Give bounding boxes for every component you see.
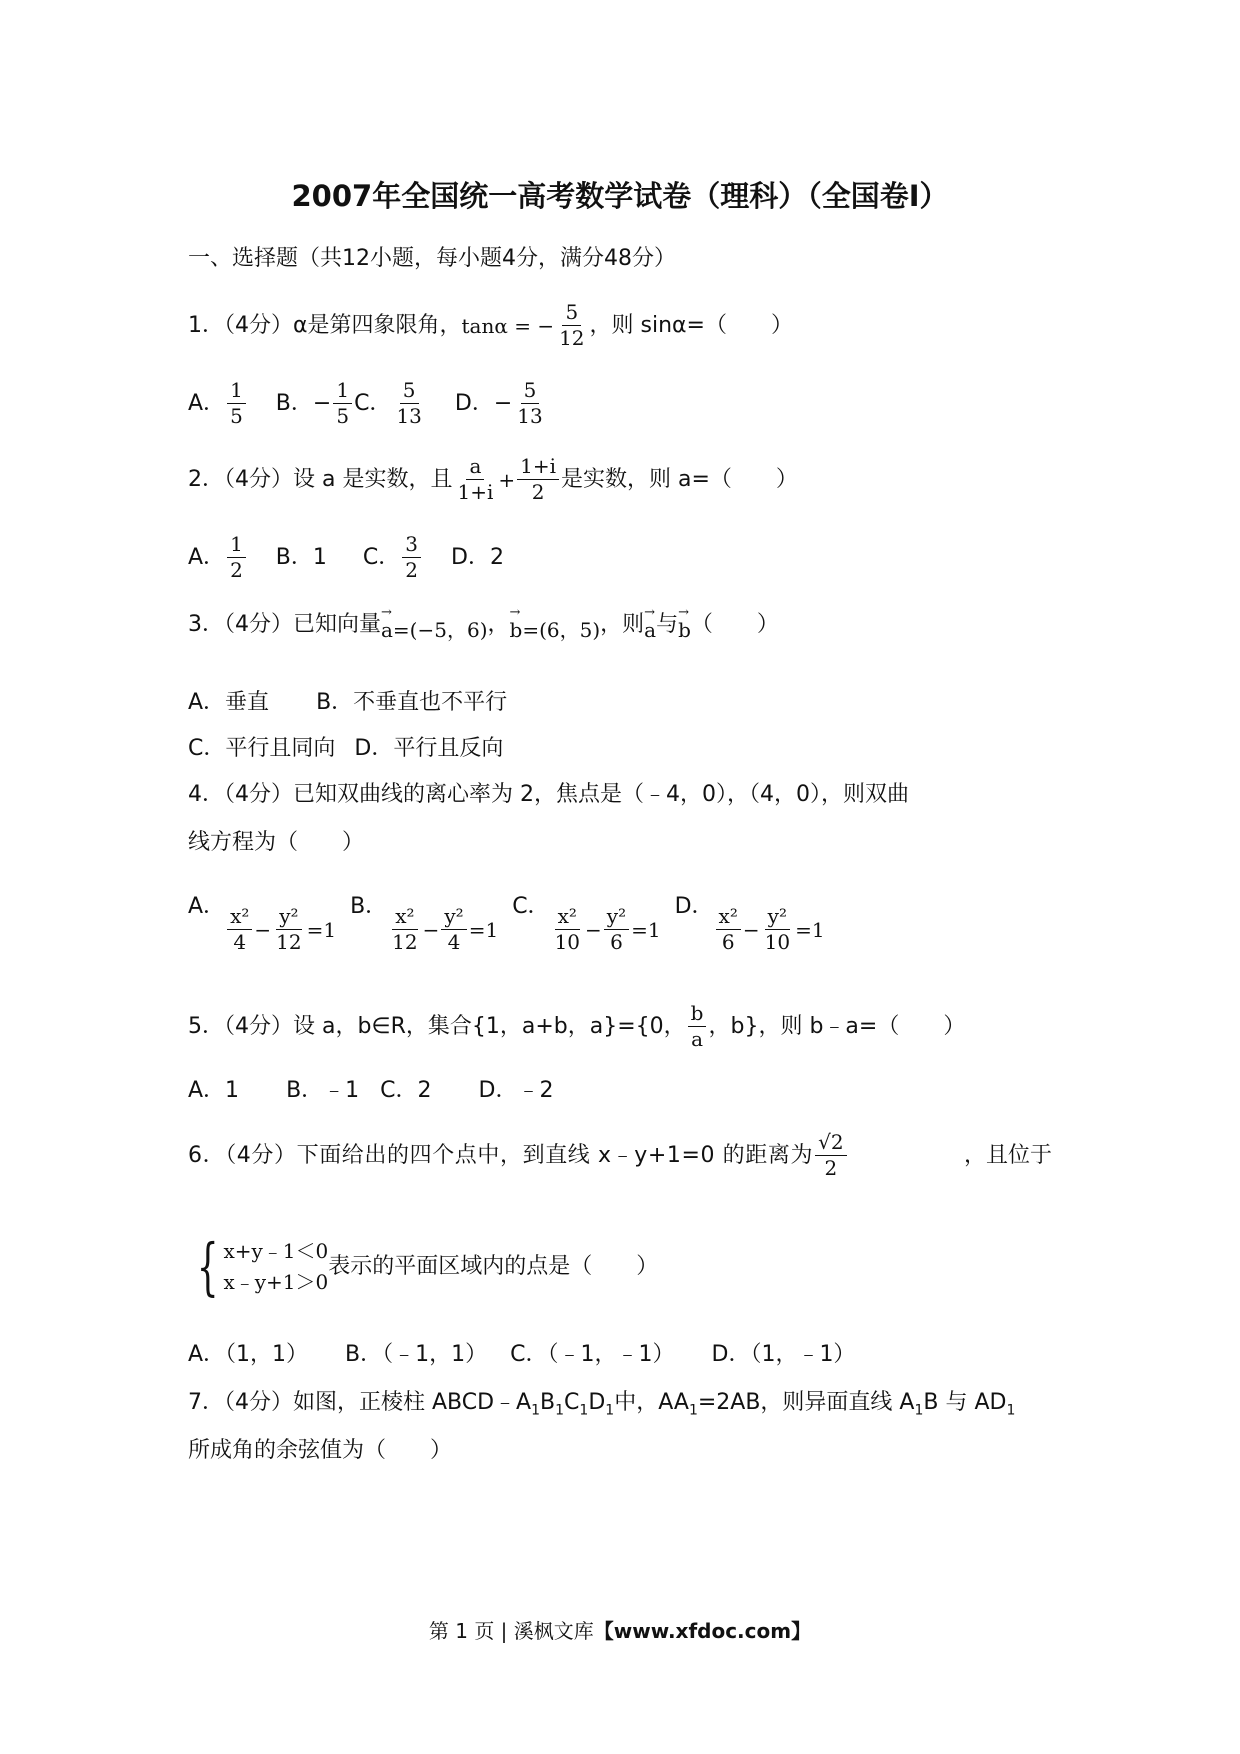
option-d: D．2 xyxy=(451,544,504,570)
question-1-options xyxy=(188,380,548,427)
question-6-options xyxy=(188,1344,855,1366)
option-b: B．− $\frac{1}{5}$ xyxy=(276,380,354,427)
inequality-system: { x+y﹣1＜0 x﹣y+1＞0 xyxy=(196,1230,329,1303)
question-5-options xyxy=(188,1080,553,1102)
footer-site-link[interactable]: 【www.xfdoc.com】 xyxy=(593,1619,812,1643)
section-heading: 一、选择题（共12小题，每小题4分，满分48分） xyxy=(188,246,676,271)
option-c: C．2 xyxy=(380,1078,432,1103)
tan-formula: tanα = − xyxy=(461,313,555,338)
option-a: A．垂直 xyxy=(188,690,270,715)
question-6-stem: 6．（4分）下面给出的四个点中，到直线 x﹣y+1=0 的距离为 $\frac{√2}{2}$ ，且位于 xyxy=(188,1130,1052,1180)
option-d: D．平行且反向 xyxy=(354,736,504,761)
fraction: $\frac{5}{12}$ xyxy=(559,300,585,350)
question-7-stem-line1: 7．（4分）如图，正棱柱 $ABCD﹣A_1B_1C_1D_1$中，$AA_1=2AB$，则异面直线 $A_1B$ 与 $AD_1$ xyxy=(188,1390,1016,1419)
option-d: D． $\frac{\text{x²}}{6}$ − $\frac{\text{y²}}{10}$ =1 xyxy=(674,894,825,954)
question-2-stem: 2．（4分）设 a 是实数，且 $\frac{a}{1+i}$ + $\frac{1+i}{2}$ 是实数，则 a=（ ） xyxy=(188,454,798,504)
option-d: D．（1，﹣1） xyxy=(711,1342,856,1367)
question-6-system: { x+y﹣1＜0 x﹣y+1＞0 表示的平面区域内的点是（ ） xyxy=(188,1236,658,1298)
question-7-stem-line2: 所成角的余弦值为（ ） xyxy=(188,1438,453,1463)
option-b: B．﹣1 xyxy=(286,1078,360,1103)
vector-b: → b=(6，5) xyxy=(509,605,601,642)
option-b: B．1 xyxy=(275,544,327,570)
option-c: C． $\frac{5}{13}$ xyxy=(354,378,422,428)
question-3-options-row1 xyxy=(188,692,507,714)
vector-b-symbol: → b xyxy=(678,605,691,642)
footer-page-label: 第 1 页 | 溪枫文库 xyxy=(428,1619,594,1643)
option-d: D．﹣2 xyxy=(478,1078,554,1103)
option-a: A． $\frac{1}{2}$ xyxy=(188,534,248,581)
option-a: A． $\frac{1}{5}$ xyxy=(188,380,248,427)
option-a: A．（1，1） xyxy=(188,1342,309,1367)
question-5-stem: 5．（4分）设 a，b∈R，集合{1，a+b，a}={0， $\frac{b}{a}$ ，b}，则 b﹣a=（ ） xyxy=(188,1001,966,1051)
question-4-stem-line2: 线方程为（ ） xyxy=(188,830,365,855)
option-c: C． $\frac{3}{2}$ xyxy=(363,534,423,581)
option-c: C． $\frac{\text{x²}}{10}$ − $\frac{\text{y²}}{6}$ =1 xyxy=(512,894,661,954)
question-3-options-row2 xyxy=(188,738,503,760)
question-1-stem: 1．（4分）α是第四象限角， tanα = − $\frac{5}{12}$ ，则 sinα=（ ） xyxy=(188,300,793,350)
option-a: A．1 xyxy=(188,1078,240,1103)
vector-a: → a=(−5，6) xyxy=(381,605,488,642)
option-c: C．平行且同向 xyxy=(188,736,336,761)
page-title: 2007年全国统一高考数学试卷（理科）（全国卷Ⅰ） xyxy=(291,179,949,213)
option-b: B．不垂直也不平行 xyxy=(316,690,508,715)
page-footer xyxy=(0,1621,1240,1641)
question-3-stem: 3．（4分）已知向量 → a=(−5，6) ， → b=(6，5) ，则 → a 与 → b （ ） xyxy=(188,605,779,642)
question-4-stem-line1: 4．（4分）已知双曲线的离心率为 2，焦点是（﹣4，0），（4，0），则双曲 xyxy=(188,782,909,807)
option-c: C．（﹣1，﹣1） xyxy=(510,1342,675,1367)
option-b: B． $\frac{\text{x²}}{12}$ − $\frac{\text{y²}}{4}$ =1 xyxy=(350,894,499,954)
option-b: B．（﹣1，1） xyxy=(345,1342,488,1367)
option-a: A． $\frac{\text{x²}}{4}$ − $\frac{\text{y²}}{12}$ =1 xyxy=(188,894,337,954)
question-4-options xyxy=(188,892,825,953)
question-2-options xyxy=(188,534,504,581)
option-d: D．− $\frac{5}{13}$ xyxy=(454,378,543,428)
vector-a-symbol: → a xyxy=(644,605,657,642)
